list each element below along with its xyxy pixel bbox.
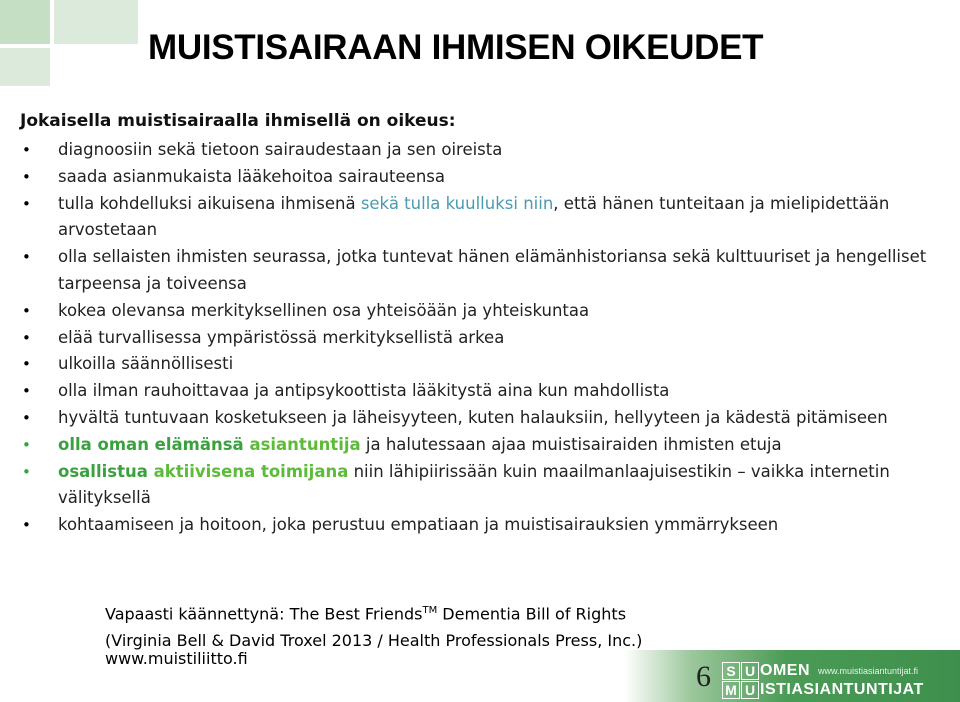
bullet-icon: • (22, 167, 31, 186)
intro-text: Jokaisella muistisairaalla ihmisellä on oikeus: (20, 111, 456, 131)
rights-list-item (0, 432, 930, 459)
rights-text: ulkoilla säännöllisesti (58, 354, 234, 374)
rights-list-item (0, 405, 930, 432)
website-link[interactable]: www.muistiliitto.fi (105, 649, 248, 668)
logo-row-2 (722, 681, 924, 699)
credit-line-1 (105, 597, 642, 627)
decor-square-3 (0, 48, 50, 86)
rights-list (0, 137, 930, 539)
bullet-icon: • (22, 328, 31, 347)
rights-text: kokea olevansa merkityksellinen osa yhteisöään ja yhteiskuntaa (58, 300, 590, 320)
bullet-icon: • (22, 194, 31, 213)
rights-text: , että hänen tunteitaan ja mielipidettään arvostetaan (58, 193, 890, 240)
bullet-icon: • (22, 462, 31, 481)
rights-text: tulla kohdelluksi aikuisena ihmisenä (58, 193, 361, 213)
logo-word-1: OMEN (760, 662, 810, 679)
page-title: MUISTISAIRAAN IHMISEN OIKEUDET (148, 28, 764, 67)
credit-text-end: Dementia Bill of Rights (437, 604, 627, 624)
logo-letter-box: U (741, 662, 759, 680)
rights-text: olla ilman rauhoittavaa ja antipsykoottista lääkitystä aina kun mahdollista (58, 381, 670, 401)
rights-list-item (0, 244, 930, 298)
decor-square-1 (0, 0, 50, 44)
bullet-icon: • (22, 301, 31, 320)
bullet-icon: • (22, 382, 31, 401)
rights-text: asiantuntija (249, 434, 361, 454)
decor-square-2 (54, 0, 138, 44)
logo-letter-box: U (741, 681, 759, 699)
rights-text: niin lähipiirissään kuin maailmanlaajuisestikin – vaikka internetin välityksellä (58, 461, 890, 508)
credit-line-2: (Virginia Bell & David Troxel 2013 / Health Professionals Press, Inc.) (105, 631, 643, 651)
rights-list-item (0, 351, 930, 378)
rights-list-item (0, 164, 930, 191)
credit-text: Vapaasti käännettynä: The Best Friends (105, 604, 423, 624)
bullet-icon: • (22, 435, 31, 454)
logo-url: www.muistiasiantuntijat.fi (818, 666, 919, 676)
rights-text: diagnoosiin sekä tietoon sairaudestaan ja sen oireista (58, 140, 503, 159)
bullet-icon: • (22, 248, 31, 267)
rights-text: ja halutessaan ajaa muistisairaiden ihmisten etuja (360, 434, 782, 454)
logo-letter-box: M (722, 681, 740, 699)
rights-list-item (0, 325, 930, 352)
rights-text: osallistua (58, 461, 154, 481)
page-number: 6 (696, 660, 711, 693)
rights-list-item (0, 191, 930, 245)
bullet-icon: • (22, 141, 31, 159)
source-credit (105, 597, 642, 654)
bullet-icon: • (22, 355, 31, 374)
rights-text: olla oman elämänsä (58, 434, 250, 454)
logo-row-1 (722, 662, 918, 680)
rights-list-item (0, 459, 930, 513)
rights-text: elää turvallisessa ympäristössä merkityksellistä arkea (58, 327, 505, 347)
rights-text: kohtaamiseen ja hoitoon, joka perustuu empatiaan ja muistisairauksien ymmärrykseen (58, 515, 779, 535)
rights-text: sekä tulla kuulluksi niin (360, 193, 554, 213)
rights-list-item (0, 512, 930, 539)
rights-text: saada asianmukaista lääkehoitoa sairauteensa (58, 166, 445, 186)
logo-word-2: ISTIASIANTUNTIJAT (760, 681, 924, 698)
rights-text: aktiivisena toimijana (153, 461, 349, 481)
rights-list-item (0, 378, 930, 405)
rights-text: olla sellaisten ihmisten seurassa, jotka tuntevat hänen elämänhistoriansa sekä kulttuuriset ja hengelliset tarpeensa ja toiveensa (58, 247, 927, 293)
rights-text: hyvältä tuntuvaan kosketukseen ja läheisyyteen, kuten halauksiin, hellyyteen ja kädestä pitämiseen (58, 407, 888, 427)
logo-letter-box: S (722, 662, 740, 680)
bullet-icon: • (22, 516, 31, 535)
trademark-sup: TM (422, 605, 438, 616)
rights-list-item (0, 298, 930, 325)
bullet-icon: • (22, 408, 31, 427)
rights-list-item (0, 137, 930, 164)
organization-logo (722, 662, 957, 700)
